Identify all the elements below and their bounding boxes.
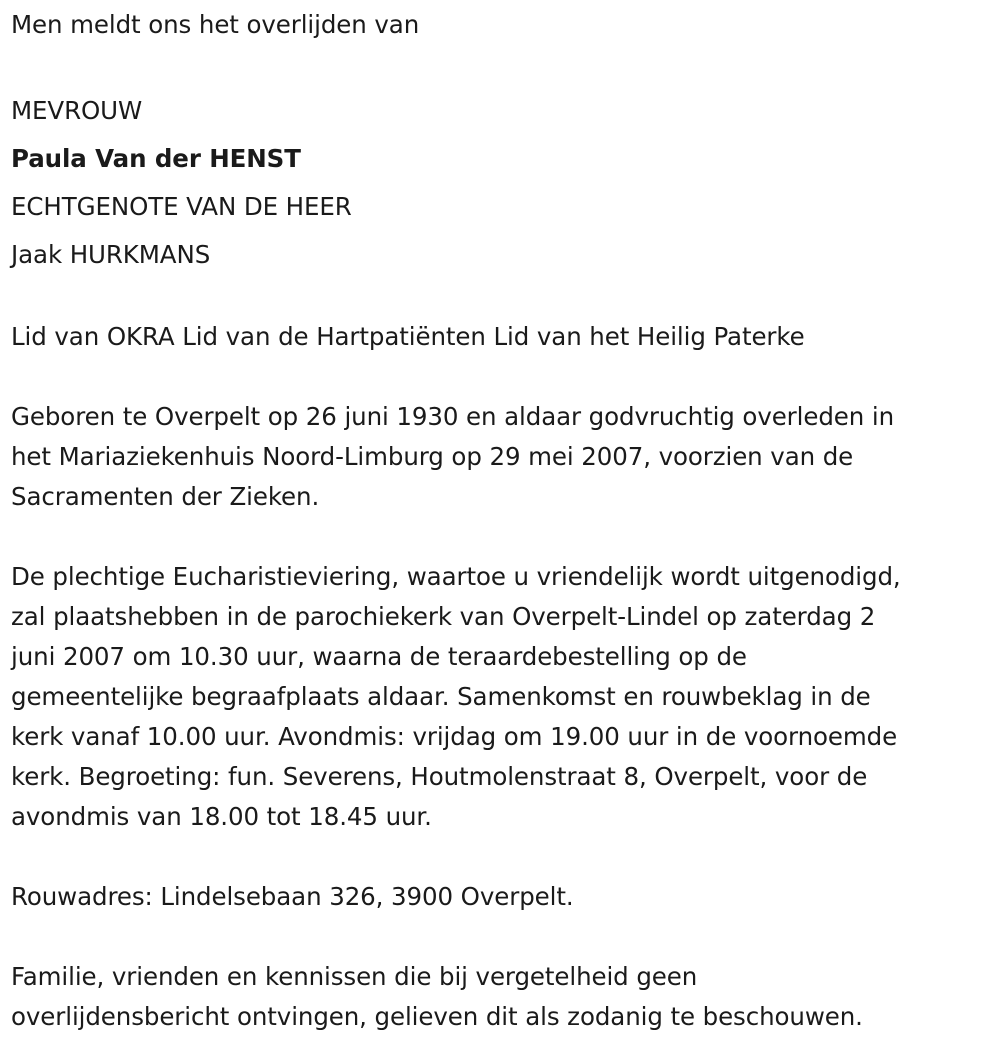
paragraph-line: Geboren te Overpelt op 26 juni 1930 en aldaar godvruchtig overleden in [11, 402, 895, 431]
paragraph-line: Sacramenten der Zieken. [11, 482, 320, 511]
honorific: MEVROUW [11, 96, 143, 125]
paragraph-line: avondmis van 18.00 tot 18.45 uur. [11, 802, 432, 831]
paragraph-line: juni 2007 om 10.30 uur, waarna de teraardebestelling op de [11, 642, 747, 671]
deceased-name: Paula Van der HENST [11, 144, 301, 173]
paragraph-line: gemeentelijke begraafplaats aldaar. Samenkomst en rouwbeklag in de [11, 682, 871, 711]
mourning-address: Rouwadres: Lindelsebaan 326, 3900 Overpelt. [11, 882, 574, 911]
ceremony-paragraph [11, 557, 991, 837]
intro-text: Men meldt ons het overlijden van [11, 10, 420, 39]
paragraph-line: Familie, vrienden en kennissen die bij vergetelheid geen [11, 962, 698, 991]
relation-text: ECHTGENOTE VAN DE HEER [11, 192, 352, 221]
closing-paragraph [11, 957, 991, 1037]
paragraph-line: zal plaatshebben in de parochiekerk van Overpelt-Lindel op zaterdag 2 [11, 602, 876, 631]
paragraph-line: kerk. Begroeting: fun. Severens, Houtmolenstraat 8, Overpelt, voor de [11, 762, 868, 791]
spouse-name: Jaak HURKMANS [11, 240, 211, 269]
paragraph-line: De plechtige Eucharistieviering, waartoe u vriendelijk wordt uitgenodigd, [11, 562, 901, 591]
birth-death-paragraph [11, 397, 991, 517]
paragraph-line: kerk vanaf 10.00 uur. Avondmis: vrijdag om 19.00 uur in de voornoemde [11, 722, 898, 751]
paragraph-line: het Mariaziekenhuis Noord-Limburg op 29 mei 2007, voorzien van de [11, 442, 854, 471]
paragraph-line: overlijdensbericht ontvingen, gelieven dit als zodanig te beschouwen. [11, 1002, 863, 1031]
memberships-text: Lid van OKRA Lid van de Hartpatiënten Lid van het Heilig Paterke [11, 322, 805, 351]
obituary-notice [11, 5, 991, 1037]
